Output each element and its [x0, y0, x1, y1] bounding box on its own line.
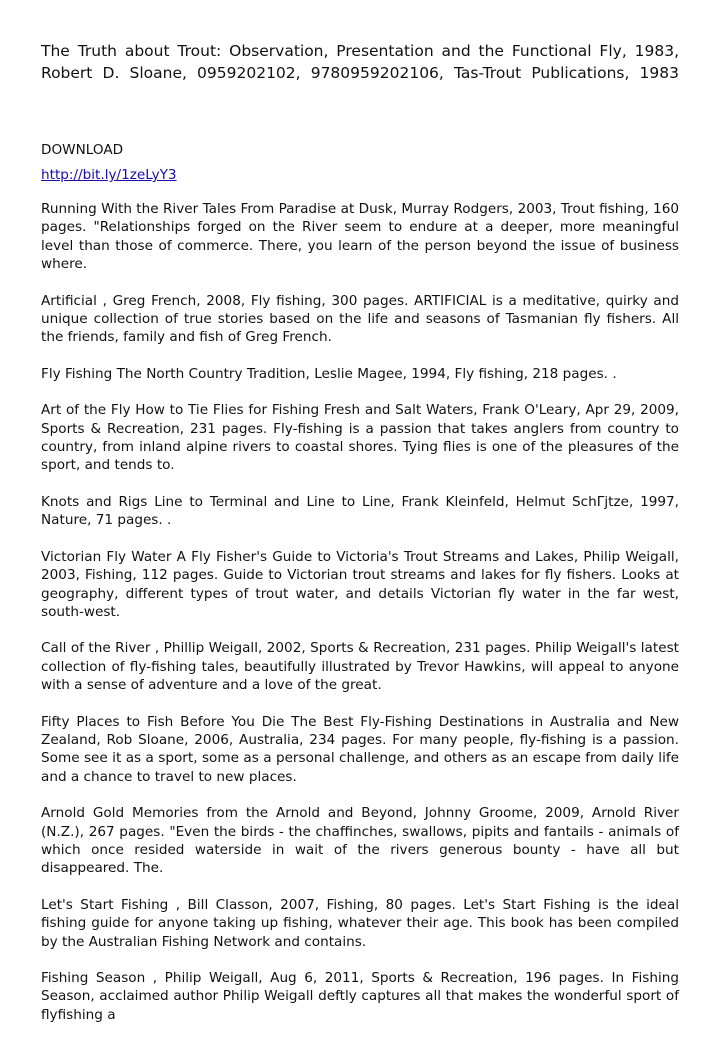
- download-label: DOWNLOAD: [41, 142, 124, 158]
- book-entry: Knots and Rigs Line to Terminal and Line to Line, Frank Kleinfeld, Helmut SchΓjtze, 1997, Nature, 71 pages. .: [41, 493, 679, 529]
- book-entry: Fishing Season , Philip Weigall, Aug 6, 2011, Sports & Recreation, 196 pages. In Fishing Season, acclaimed author Philip Weigall deftly captures all that makes the wonderful sport of flyfishing a: [41, 970, 679, 1023]
- book-entry: Fifty Places to Fish Before You Die The Best Fly-Fishing Destinations in Australia and New Zealand, Rob Sloane, 2006, Australia, 234 pages. For many people, fly-fishing is a passion. Some see it as a sport, some as a personal challenge, and others as an escape from daily life and a chance to travel to new places.: [41, 713, 679, 785]
- book-entry: Artificial , Greg French, 2008, Fly fishing, 300 pages. ARTIFICIAL is a meditative, quirky and unique collection of true stories based on the life and seasons of Tasmanian fly fishers. All the friends, family and fish of Greg French.: [41, 292, 679, 346]
- book-entry: Fly Fishing The North Country Tradition, Leslie Magee, 1994, Fly fishing, 218 pages. .: [41, 365, 617, 382]
- book-entry: Running With the River Tales From Paradise at Dusk, Murray Rodgers, 2003, Trout fishing, 160 pages. "Relationships forged on the River seem to endure at a deeper, more meaningful level than those of commerce. There, you learn of the person beyond the issue of business where.: [41, 201, 679, 273]
- book-entry: Arnold Gold Memories from the Arnold and Beyond, Johnny Groome, 2009, Arnold River (N.Z.), 267 pages. "Even the birds - the chaffinches, swallows, pipits and fantails - animals of which once resided waterside in wait of the rivers generous bounty - have all but disappeared. The.: [41, 805, 679, 877]
- book-entry: Victorian Fly Water A Fly Fisher's Guide to Victoria's Trout Streams and Lakes, Philip Weigall, 2003, Fishing, 112 pages. Guide to Victorian trout streams and lakes for fly fishers. Looks at geography, different types of trout water, and details Victorian fly water in the far west, south-west.: [41, 548, 679, 620]
- download-link[interactable]: http://bit.ly/1zeLyY3: [41, 167, 177, 183]
- document-page: [41, 0, 679, 1042]
- book-entry: Art of the Fly How to Tie Flies for Fishing Fresh and Salt Waters, Frank O'Leary, Apr 29, 2009, Sports & Recreation, 231 pages. Fly-fishing is a passion that takes anglers from country to country, from inland alpine rivers to coastal shores. Tying flies is one of the pleasures of the sport, and tends to.: [41, 402, 679, 474]
- document-title: The Truth about Trout: Observation, Presentation and the Functional Fly, 1983, Robert D. Sloane, 0959202102, 9780959202106, Tas-Trout Publications, 1983: [41, 42, 679, 82]
- book-entry: Call of the River , Phillip Weigall, 2002, Sports & Recreation, 231 pages. Philip Weigall's latest collection of fly-fishing tales, beautifully illustrated by Trevor Hawkins, will appeal to anyone with a sense of adventure and a love of the great.: [41, 640, 679, 694]
- book-entry: Let's Start Fishing , Bill Classon, 2007, Fishing, 80 pages. Let's Start Fishing is the ideal fishing guide for anyone taking up fishing, whatever their age. This book has been compiled by the Australian Fishing Network and contains.: [41, 896, 679, 950]
- book-list: [41, 200, 679, 1024]
